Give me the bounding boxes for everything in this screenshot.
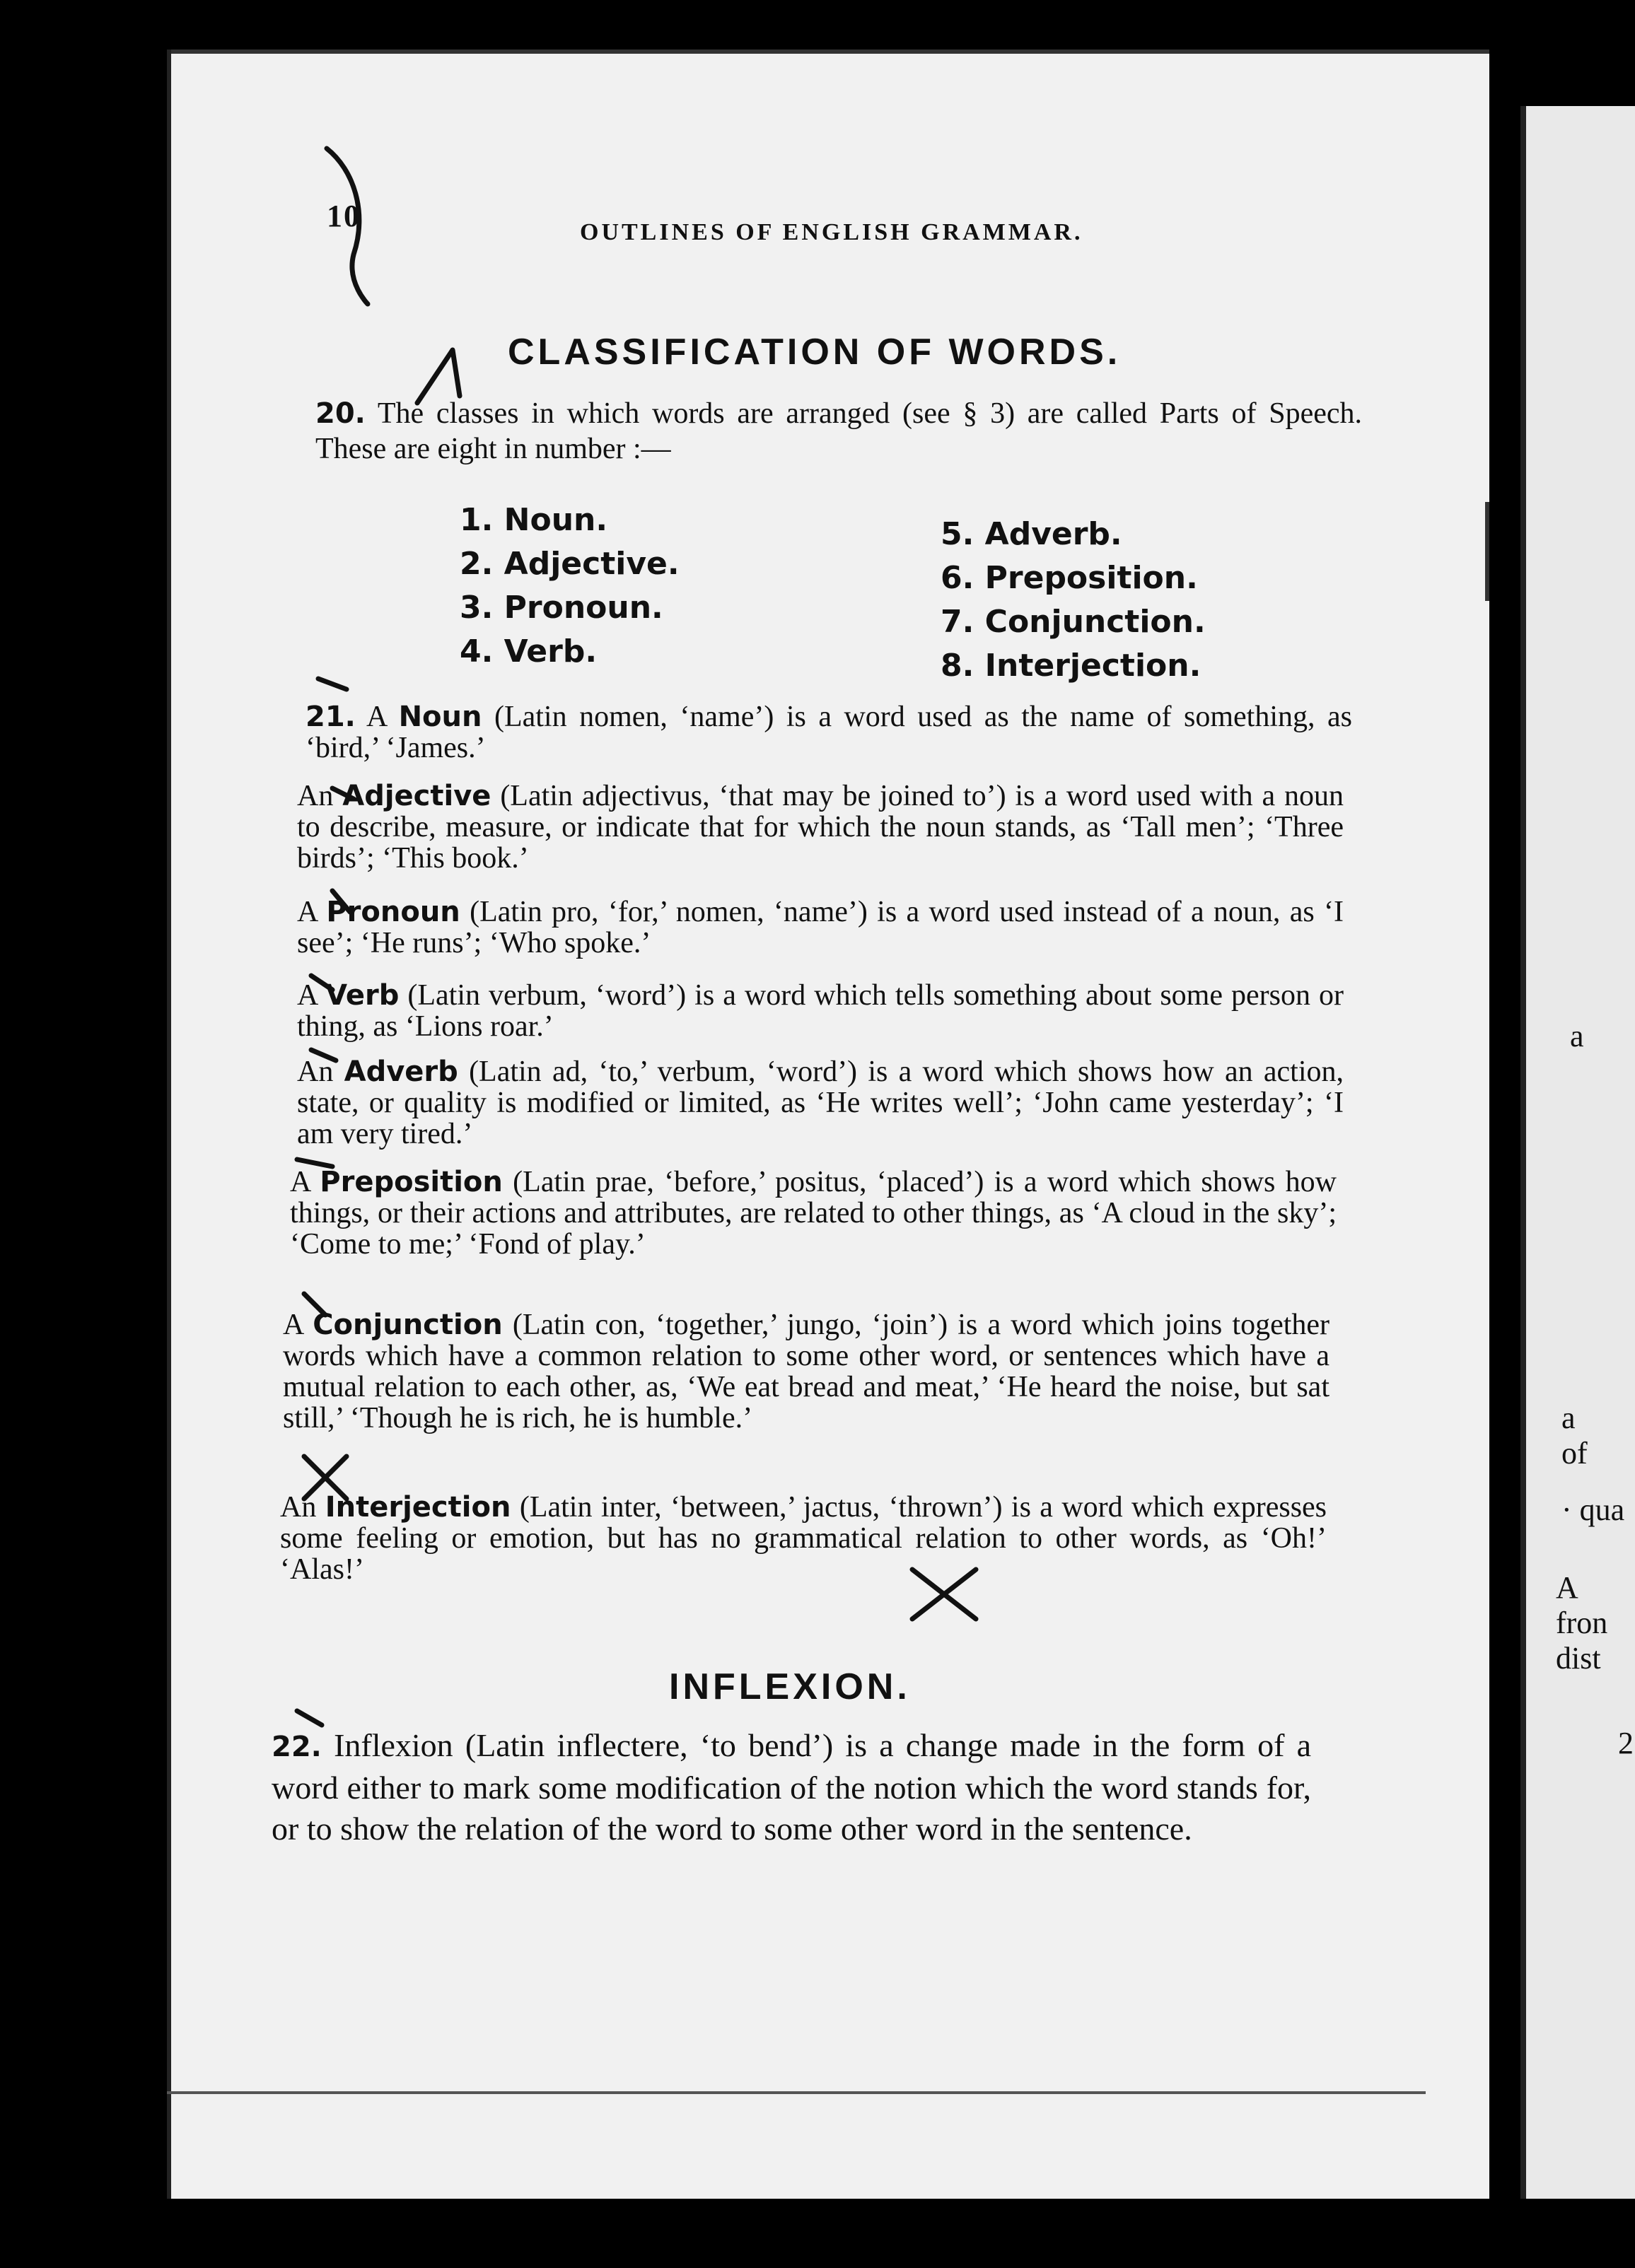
tick-mark xyxy=(311,1050,336,1060)
article: A xyxy=(283,1309,303,1341)
caret-mark xyxy=(417,350,460,403)
term: Conjunction xyxy=(313,1309,503,1341)
article: An xyxy=(297,1056,334,1088)
section-text: The classes in which words are arranged (see § 3) are called Parts of Speech. These are eight in number :— xyxy=(315,397,1363,465)
running-head: OUTLINES OF ENGLISH GRAMMAR. xyxy=(580,219,1083,245)
list-item: 7. Conjunction. xyxy=(941,604,1206,640)
cross-mark xyxy=(304,1456,347,1499)
term: Interjection xyxy=(325,1491,511,1524)
article: A xyxy=(366,701,387,733)
list-item: 6. Preposition. xyxy=(941,560,1198,596)
section-number: 22. xyxy=(272,1731,322,1763)
section-number: 20. xyxy=(315,397,366,430)
term: Verb xyxy=(325,979,400,1012)
term: Adverb xyxy=(344,1056,458,1088)
list-item: 4. Verb. xyxy=(460,633,598,670)
facing-page-fragment: 2 xyxy=(1618,1726,1634,1760)
cross-mark xyxy=(912,1570,976,1619)
list-item: 5. Adverb. xyxy=(941,516,1122,552)
tick-mark xyxy=(318,679,347,689)
list-item: 2. Adjective. xyxy=(460,546,680,582)
article: A xyxy=(297,979,318,1012)
term: Adjective xyxy=(342,780,491,812)
definition-text: (Latin con, ‘together,’ jungo, ‘join’) is a word which joins together words which have a common relation to some other word, or sentences which have a mutual relation to each other, as, ‘We eat bread and meat,’ ‘He heard the noise, but sat still,’ ‘Though he is rich, he is humble.’ xyxy=(283,1309,1330,1434)
page-number: 10 xyxy=(327,199,361,233)
tick-mark xyxy=(332,788,354,799)
definition-text: (Latin adjectivus, ‘that may be joined to’) is a word used with a noun to describe, measure, or indicate that for which the noun stands, as ‘Tall men’; ‘Three birds’; ‘This book.’ xyxy=(297,780,1344,875)
definition-text: (Latin verbum, ‘word’) is a word which tells something about some person or thing, as ‘Lions roar.’ xyxy=(297,979,1344,1043)
definition-text: (Latin inter, ‘between,’ jactus, ‘thrown’) is a word which expresses some feeling or emotion, but has no grammatical relation to other words, as ‘Oh!’ ‘Alas!’ xyxy=(280,1491,1327,1586)
list-item: 3. Pronoun. xyxy=(460,590,663,626)
tick-mark xyxy=(304,1294,325,1315)
article: An xyxy=(280,1491,317,1524)
tick-mark xyxy=(311,976,332,990)
heading-inflexion: INFLEXION. xyxy=(669,1666,911,1707)
facing-page-fragment: fron xyxy=(1556,1606,1608,1640)
section-text: Inflexion (Latin inflectere, ‘to bend’) is a change made in the form of a word either to mark some modification of the notion which the word stands for, or to show the relation of the word to some other word in the sentence. xyxy=(272,1727,1312,1847)
definition-text: (Latin prae, ‘before,’ positus, ‘placed’) is a word which shows how things, or their actions and attributes, are related to other things, as ‘A cloud in the sky’; ‘Come to me;’ ‘Fond of play.’ xyxy=(290,1166,1337,1261)
facing-page-fragment: a xyxy=(1561,1401,1576,1435)
tick-mark xyxy=(297,1159,332,1167)
article: A xyxy=(290,1166,310,1198)
definition-text: (Latin pro, ‘for,’ nomen, ‘name’) is a word used instead of a noun, as ‘I see’; ‘He runs’; ‘Who spoke.’ xyxy=(297,896,1344,959)
facing-page-fragment: dist xyxy=(1556,1641,1601,1676)
facing-page-fragment: · qua xyxy=(1561,1492,1625,1527)
tick-mark xyxy=(332,891,350,912)
facing-page-fragment: a xyxy=(1570,1019,1584,1053)
term: Preposition xyxy=(320,1166,503,1198)
list-item: 8. Interjection. xyxy=(941,648,1201,684)
term: Noun xyxy=(398,701,482,733)
definition-text: (Latin nomen, ‘name’) is a word used as the name of something, as ‘bird,’ ‘James.’ xyxy=(306,701,1352,764)
term: Pronoun xyxy=(326,896,460,928)
heading-classification: CLASSIFICATION OF WORDS. xyxy=(508,332,1122,373)
facing-page-fragment: A xyxy=(1556,1570,1578,1605)
facing-page-fragment: of xyxy=(1561,1436,1588,1471)
bracket-mark xyxy=(327,148,368,304)
article: An xyxy=(297,780,334,812)
section-number: 21. xyxy=(306,701,356,733)
list-item: 1. Noun. xyxy=(460,502,608,538)
definition-text: (Latin ad, ‘to,’ verbum, ‘word’) is a word which shows how an action, state, or quality is modified or limited, as ‘He writes well’; ‘John came yesterday’; ‘I am very tired.’ xyxy=(297,1056,1344,1150)
tick-mark xyxy=(297,1711,322,1725)
article: A xyxy=(297,896,318,928)
